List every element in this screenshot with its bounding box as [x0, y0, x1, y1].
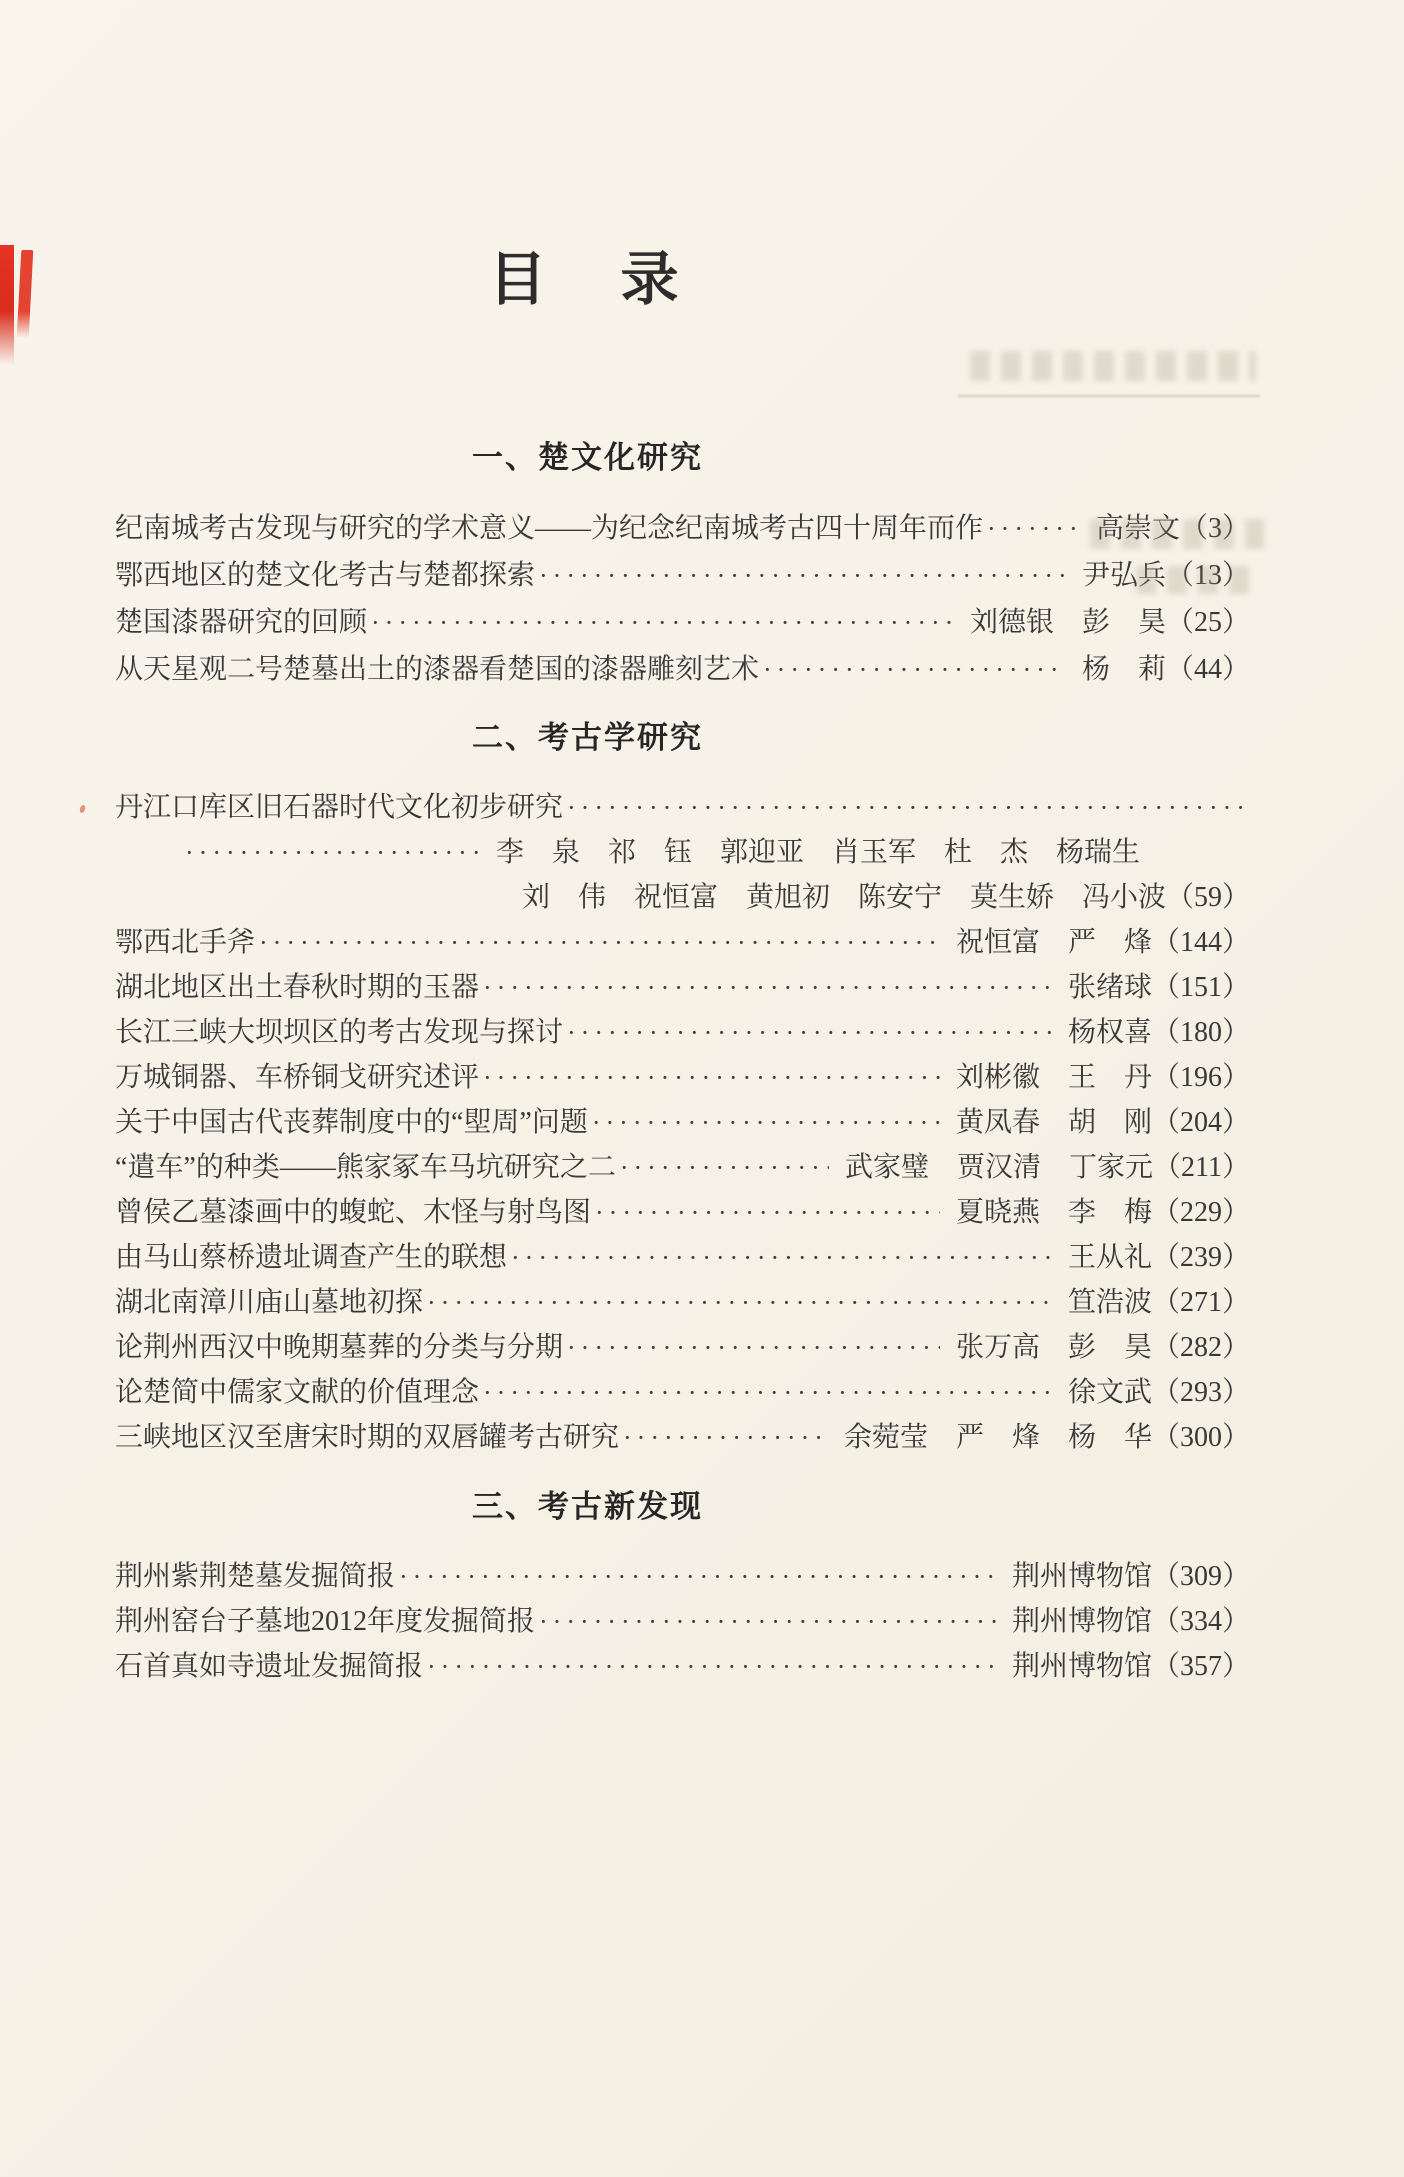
entry-authors: 李 泉 祁 钰 郭迎亚 肖玉军 杜 杰 杨瑞生: [496, 837, 1141, 868]
entry-authors: 荆州博物馆: [1011, 1606, 1152, 1637]
entry-title: “遣车”的种类——熊家冢车马坑研究之二: [115, 1152, 616, 1183]
entry-authors: 刘 伟 祝恒富 黄旭初 陈安宁 莫生娇 冯小波: [521, 882, 1166, 913]
page-title: 目 录: [488, 247, 687, 312]
entry-page: （271）: [1151, 1287, 1250, 1318]
toc-entry: [115, 1100, 1250, 1145]
entry-title: 由马山蔡桥遗址调查产生的联想: [115, 1242, 508, 1273]
entry-authors: 刘德银 彭 昊: [969, 607, 1166, 638]
bleed-through-text: [1136, 566, 1256, 594]
dot-leader: [567, 785, 1246, 830]
entry-page: （229）: [1151, 1197, 1250, 1228]
entry-title: 湖北南漳川庙山墓地初探: [115, 1287, 424, 1318]
dot-leader: [539, 552, 1066, 599]
dot-leader: [427, 1280, 1052, 1325]
dot-leader: [987, 505, 1080, 552]
toc-entry: [115, 599, 1250, 646]
dot-leader: [185, 830, 480, 875]
dot-leader: [371, 599, 954, 646]
entry-page: （204）: [1151, 1107, 1250, 1138]
entry-page: （59）: [1165, 882, 1250, 913]
entry-authors: 张绪球: [1067, 972, 1152, 1003]
entry-authors: 荆州博物馆: [1011, 1651, 1152, 1682]
entry-page: （144）: [1151, 927, 1250, 958]
dot-leader: [427, 1644, 996, 1689]
entry-title: 长江三峡大坝坝区的考古发现与探讨: [115, 1017, 564, 1048]
entry-page: （25）: [1165, 607, 1250, 638]
toc-entry: [115, 1644, 1250, 1689]
entry-title: 三峡地区汉至唐宋时期的双唇罐考古研究: [115, 1422, 620, 1453]
entry-title: 鄂西北手斧: [115, 927, 256, 958]
entry-page: （3）: [1179, 513, 1250, 544]
entry-title: 鄂西地区的楚文化考古与楚都探索: [115, 560, 536, 591]
table-of-contents: [115, 245, 1250, 1689]
entry-title: 关于中国古代丧葬制度中的“堲周”问题: [115, 1107, 588, 1138]
entry-page: （151）: [1151, 972, 1250, 1003]
toc-entry: [115, 1190, 1250, 1235]
toc-entry-authors-line: [115, 875, 1250, 920]
entry-authors: 杨权喜: [1067, 1017, 1152, 1048]
entry-authors: 张万高 彭 昊: [955, 1332, 1152, 1363]
toc-entry: [115, 552, 1250, 599]
entry-title: 荆州窑台子墓地2012年度发掘简报: [115, 1606, 536, 1637]
entry-title: 论荆州西汉中晚期墓葬的分类与分期: [115, 1332, 564, 1363]
entry-authors: 余菀莹 严 烽 杨 华: [843, 1422, 1152, 1453]
dot-leader: [483, 1055, 940, 1100]
entry-authors: 杨 莉: [1081, 654, 1166, 685]
dot-leader: [483, 1370, 1052, 1415]
section-entries: [115, 1554, 1250, 1689]
entry-title: 丹江口库区旧石器时代文化初步研究: [115, 792, 564, 823]
dot-leader: [592, 1100, 940, 1145]
dot-leader: [620, 1145, 829, 1190]
section-heading-chu-culture: 一、楚文化研究: [472, 440, 703, 475]
entry-page: （309）: [1151, 1561, 1250, 1592]
entry-authors: 荆州博物馆: [1011, 1561, 1152, 1592]
entry-authors: 祝恒富 严 烽: [955, 927, 1152, 958]
entry-title: 万城铜器、车桥铜戈研究述评: [115, 1062, 480, 1093]
scan-artifact-red-streak: [0, 245, 14, 365]
dot-leader: [511, 1235, 1052, 1280]
toc-entry: [115, 646, 1250, 693]
section-heading-new-discoveries: 三、考古新发现: [472, 1489, 703, 1524]
dot-leader: [595, 1190, 940, 1235]
bleed-through-line: [958, 395, 1260, 397]
entry-title: 荆州紫荆楚墓发掘简报: [115, 1561, 396, 1592]
entry-authors: 夏晓燕 李 梅: [955, 1197, 1152, 1228]
entry-page: （180）: [1151, 1017, 1250, 1048]
dot-leader: [399, 1554, 996, 1599]
toc-entry: [115, 1599, 1250, 1644]
entry-page: （211）: [1153, 1152, 1250, 1183]
toc-entry: [115, 1370, 1250, 1415]
scan-artifact-red-speck: [79, 804, 86, 813]
entry-title: 湖北地区出土春秋时期的玉器: [115, 972, 480, 1003]
entry-authors: 王从礼: [1067, 1242, 1152, 1273]
entry-title: 曾侯乙墓漆画中的蝮蛇、木怪与射鸟图: [115, 1197, 592, 1228]
entry-title: 石首真如寺遗址发掘简报: [115, 1651, 424, 1682]
entry-authors: 黄凤春 胡 刚: [955, 1107, 1152, 1138]
entry-title: 楚国漆器研究的回顾: [115, 607, 368, 638]
entry-page: （334）: [1151, 1606, 1250, 1637]
entry-authors: 刘彬徽 王 丹: [955, 1062, 1152, 1093]
entry-title: 从天星观二号楚墓出土的漆器看楚国的漆器雕刻艺术: [115, 654, 760, 685]
toc-entry-multiline-title: [115, 785, 1250, 830]
toc-entry: [115, 505, 1250, 552]
toc-entry: [115, 1280, 1250, 1325]
entry-page: （300）: [1151, 1422, 1250, 1453]
section-heading-archaeology-research: 二、考古学研究: [472, 720, 703, 755]
entry-page: （196）: [1151, 1062, 1250, 1093]
dot-leader: [567, 1325, 940, 1370]
entry-page: （44）: [1165, 654, 1250, 685]
dot-leader: [567, 1010, 1052, 1055]
toc-entry: [115, 1235, 1250, 1280]
toc-entry-authors-line: [115, 830, 1250, 875]
section-entries: [115, 785, 1250, 1460]
dot-leader: [763, 646, 1066, 693]
dot-leader: [539, 1599, 996, 1644]
dot-leader: [259, 920, 940, 965]
dot-leader: [623, 1415, 828, 1460]
toc-entry: [115, 965, 1250, 1010]
entry-page: （357）: [1151, 1651, 1250, 1682]
section-entries: [115, 505, 1250, 693]
entry-authors: 笪浩波: [1067, 1287, 1152, 1318]
entry-authors: 高崇文: [1095, 513, 1180, 544]
toc-entry: [115, 1415, 1250, 1460]
entry-page: （293）: [1151, 1377, 1250, 1408]
toc-entry: [115, 1010, 1250, 1055]
entry-title: 论楚简中儒家文献的价值理念: [115, 1377, 480, 1408]
toc-entry: [115, 920, 1250, 965]
entry-page: （239）: [1151, 1242, 1250, 1273]
entry-authors: 徐文武: [1067, 1377, 1152, 1408]
entry-page: （13）: [1165, 560, 1250, 591]
entry-authors: 武家璧 贾汉清 丁家元: [845, 1152, 1154, 1183]
toc-entry: [115, 1145, 1250, 1190]
entry-page: （282）: [1151, 1332, 1250, 1363]
bleed-through-text: [1090, 519, 1264, 549]
toc-entry: [115, 1325, 1250, 1370]
bleed-through-text: [970, 351, 1256, 381]
entry-title: 纪南城考古发现与研究的学术意义——为纪念纪南城考古四十周年而作: [115, 513, 984, 544]
toc-entry: [115, 1554, 1250, 1599]
dot-leader: [483, 965, 1052, 1010]
toc-entry: [115, 1055, 1250, 1100]
entry-authors: 尹弘兵: [1081, 560, 1166, 591]
